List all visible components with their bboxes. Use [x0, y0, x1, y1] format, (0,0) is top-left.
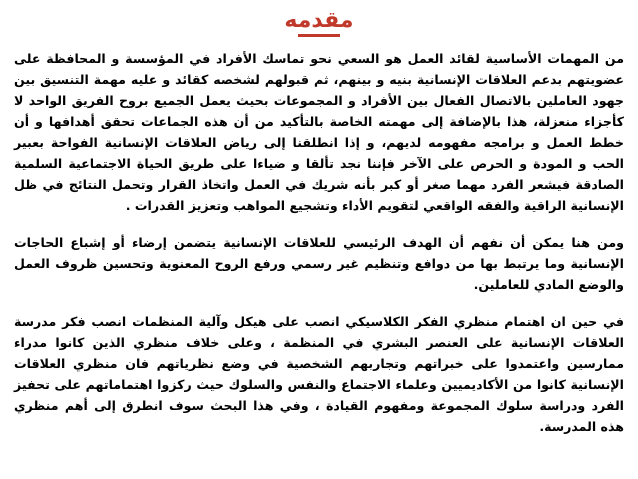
slide-body: [14, 48, 624, 437]
paragraph-leader-duties: من المهمات الأساسية لقائد العمل هو السعي نحو تماسك الأفراد في المؤسسة و المحافظة على عضويتهم بدعم العلاقات الإنسانية بنيه و بينهم، ثم قبولهم لشخصه كقائد و عليه مهمة التنسيق بين جهود العاملين بالاتصال الفعال بين الأفراد و المجموعات بحيث يعمل الجميع بروح الفريق الواحد لا كأجزاء منعزلة، هذا بالإضافة إلى مهمته الخاصة بالتأكيد من أن هذه الجماعات تحقق أهدافها و أن خطط العمل و برامجه مفهومه لديهم، و إذا انطلقنا إلى رياض العلاقات الإنسانية الفواحة بعبير الحب و المودة و الحرص على الآخر فإننا نجد تألقا و ضياءا على طريق الحياة الاجتماعية السلمية الصادقة فيشعر الفرد مهما صغر أو كبر بأنه شريك في العمل واتخاذ القرار وتحمل النتائج في ظل الإنسانية الراقية والفقه الواقعي لتقويم الأداء وتشجيع المواهب وتعزيز القدرات .: [14, 51, 624, 213]
slide-title: مقدمه: [284, 8, 354, 33]
paragraph-main-goal: ومن هنا يمكن أن نفهم أن الهدف الرئيسي للعلاقات الإنسانية يتضمن إرضاء أو إشباع الحاجات الإنسانية وما يرتبط بها من دوافع وتنظيم غير رسمي ورفع الروح المعنوية وتحسين ظروف العمل والوضع المادي للعاملين.: [14, 235, 624, 292]
paragraph-human-relations-school: في حين ان اهتمام منظري الفكر الكلاسيكي انصب على هيكل وآلية المنظمات انصب فكر مدرسة العلاقات الإنسانية على العنصر البشري في المنظمة ، وعلى خلاف منظري الذين كانوا مدراء ممارسين واعتمدوا على خبراتهم وتجاربهم الشخصية في وضع نظرياتهم فان منظري العلاقات الإنسانية كانوا من الأكاديميين وعلماء الاجتماع والنفس والسلوك حيث ركزوا اهتماماتهم على تحفيز الفرد ودراسة سلوك المجموعة ومفهوم القيادة ، وفي هذا البحث سوف انطرق إلى أهم منظري هذه المدرسة.: [14, 314, 624, 434]
title-area: [0, 6, 638, 37]
